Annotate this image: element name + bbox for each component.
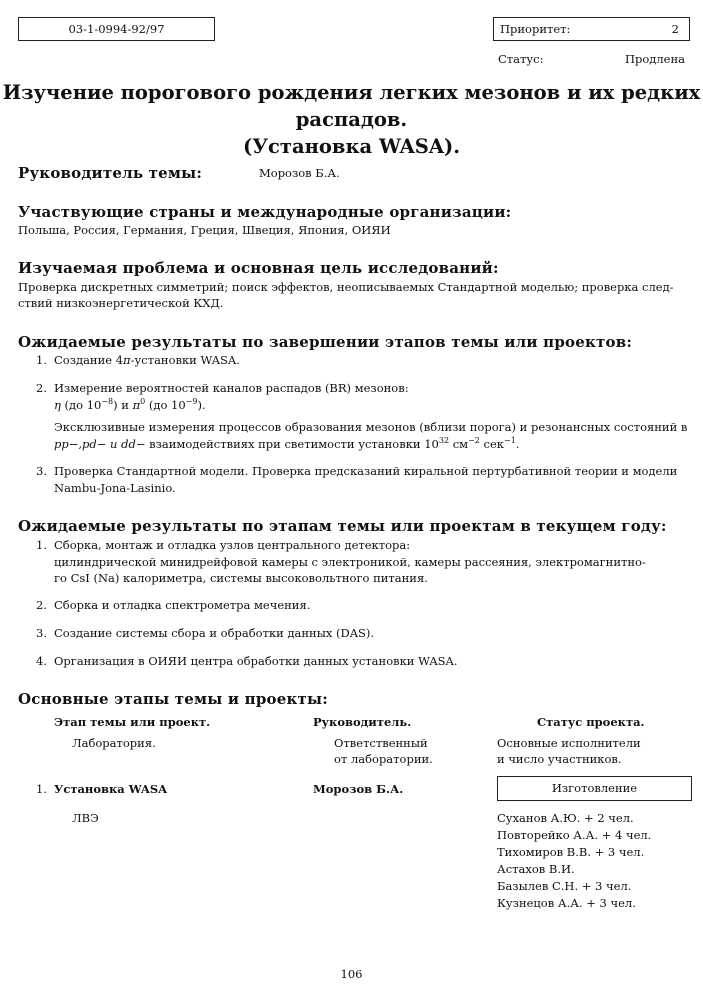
formula-text: (до 10	[145, 398, 186, 412]
participant: Тихомиров В.В. + 3 чел.	[497, 845, 645, 859]
priority-box	[493, 17, 690, 41]
participant: Суханов А.Ю. + 2 чел.	[497, 811, 634, 825]
code-box	[18, 17, 215, 41]
participants-list	[497, 810, 651, 912]
current-item-1-line-2: цилиндрической минидрейфовой камеры с электроникой, камеры рассеяния, электромагнитно-	[54, 555, 646, 569]
item-number: 2.	[36, 598, 47, 612]
eta-symbol: η	[54, 398, 61, 412]
document-title	[0, 79, 703, 160]
item-text: Сборка и отладка спектрометра мечения.	[54, 598, 311, 612]
expected-item-2-formula	[54, 397, 206, 414]
problem-heading: Изучаемая проблема и основная цель исследований:	[18, 259, 499, 277]
item-text: Создание системы сбора и обработки данных (DAS).	[54, 626, 375, 640]
item-number: 1.	[36, 353, 47, 367]
exponent: 32	[438, 436, 450, 446]
project-leader: Морозов Б.А.	[313, 782, 404, 796]
project-status-badge	[497, 776, 692, 801]
exponent: −8	[101, 397, 114, 407]
project-status: Изготовление	[551, 781, 638, 795]
stages-heading: Основные этапы темы и проекты:	[18, 690, 328, 708]
col2-header: Руководитель.	[313, 715, 412, 729]
current-year-heading: Ожидаемые результаты по этапам темы или проектам в текущем году:	[18, 517, 667, 535]
document-code: 03-1-0994-92/97	[68, 22, 165, 36]
col3-subheader-1: Основные исполнители	[497, 736, 641, 750]
project-name: Установка WASA	[54, 782, 168, 796]
countries-heading: Участвующие страны и международные организации:	[18, 203, 512, 221]
leader-name: Морозов Б.А.	[259, 166, 340, 180]
item-number: 3.	[36, 626, 47, 640]
item-text: Измерение вероятностей каналов распадов (BR) мезонов:	[54, 381, 409, 395]
formula-text: ) и	[113, 398, 133, 412]
exponent: −9	[185, 397, 198, 407]
col1-subheader: Лаборатория.	[72, 736, 156, 750]
formula-text: .	[515, 437, 520, 451]
expected-item-3-cont: Nambu-Jona-Lasinio.	[54, 481, 176, 495]
formula-text: ).	[197, 398, 206, 412]
col3-subheader-2: и число участников.	[497, 752, 622, 766]
participant: Повторейко А.А. + 4 чел.	[497, 828, 652, 842]
item-text: Организация в ОИЯИ центра обработки данных установки WASA.	[54, 654, 458, 668]
title-line-3: (Установка WASA).	[243, 135, 460, 158]
col1-header: Этап темы или проект.	[54, 715, 211, 729]
item-text: Создание 4	[54, 353, 124, 367]
title-line-1: Изучение порогового рождения легких мезонов и их редких	[2, 81, 701, 104]
project-row-number: 1.	[36, 782, 47, 796]
item-text: Сборка, монтаж и отладка узлов центрального детектора:	[54, 538, 411, 552]
expected-item-2-detail-1: Эксклюзивные измерения процессов образования мезонов (вблизи порога) и резонансных состояний в	[54, 420, 688, 434]
participant: Астахов В.И.	[497, 862, 575, 876]
exponent: −2	[468, 436, 480, 446]
problem-line-1: Проверка дискретных симметрий; поиск эффектов, неописываемых Стандартной моделью; проверка след-	[18, 280, 674, 294]
expected-item-2-detail-2	[54, 436, 519, 453]
status-label: Статус:	[498, 52, 544, 66]
exponent: 0	[140, 397, 146, 407]
priority-label: Приоритет:	[500, 22, 571, 36]
item-number: 4.	[36, 654, 47, 668]
pi-symbol: π	[132, 398, 141, 412]
item-number: 3.	[36, 464, 47, 478]
exponent: −1	[503, 436, 516, 446]
countries-text: Польша, Россия, Германия, Греция, Швеция, Япония, ОИЯИ	[18, 223, 391, 237]
col2-subheader-2: от лаборатории.	[334, 752, 433, 766]
formula-text: (до 10	[60, 398, 102, 412]
title-line-2: распадов.	[295, 108, 408, 131]
item-text: Проверка Стандартной модели. Проверка предсказаний киральной пертурбативной теории и модели	[54, 464, 678, 478]
status-value: Продлена	[624, 52, 685, 66]
formula-text: см	[449, 437, 469, 451]
participant: Кузнецов А.А. + 3 чел.	[497, 896, 636, 910]
formula-text: сек	[479, 437, 504, 451]
reaction-text: pp−,pd− и dd−	[54, 437, 146, 451]
participant: Базылев С.Н. + 3 чел.	[497, 879, 632, 893]
item-text: -установки WASA.	[130, 353, 240, 367]
problem-line-2: ствий низкоэнергетической КХД.	[18, 296, 224, 310]
item-number: 2.	[36, 381, 47, 395]
col2-subheader-1: Ответственный	[334, 736, 428, 750]
col3-header: Статус проекта.	[537, 715, 645, 729]
current-item-1-line-3: го CsI (Na) калориметра, системы высоковольтного питания.	[54, 571, 428, 585]
leader-label: Руководитель темы:	[18, 164, 203, 182]
page-number: 106	[340, 967, 363, 981]
priority-value: 2	[671, 22, 679, 36]
project-lab: ЛВЭ	[72, 811, 99, 825]
expected-results-heading: Ожидаемые результаты по завершении этапов темы или проектов:	[18, 333, 633, 351]
item-number: 1.	[36, 538, 47, 552]
formula-text: взаимодействиях при светимости установки 10	[145, 437, 439, 451]
pi-symbol: π	[123, 353, 131, 367]
